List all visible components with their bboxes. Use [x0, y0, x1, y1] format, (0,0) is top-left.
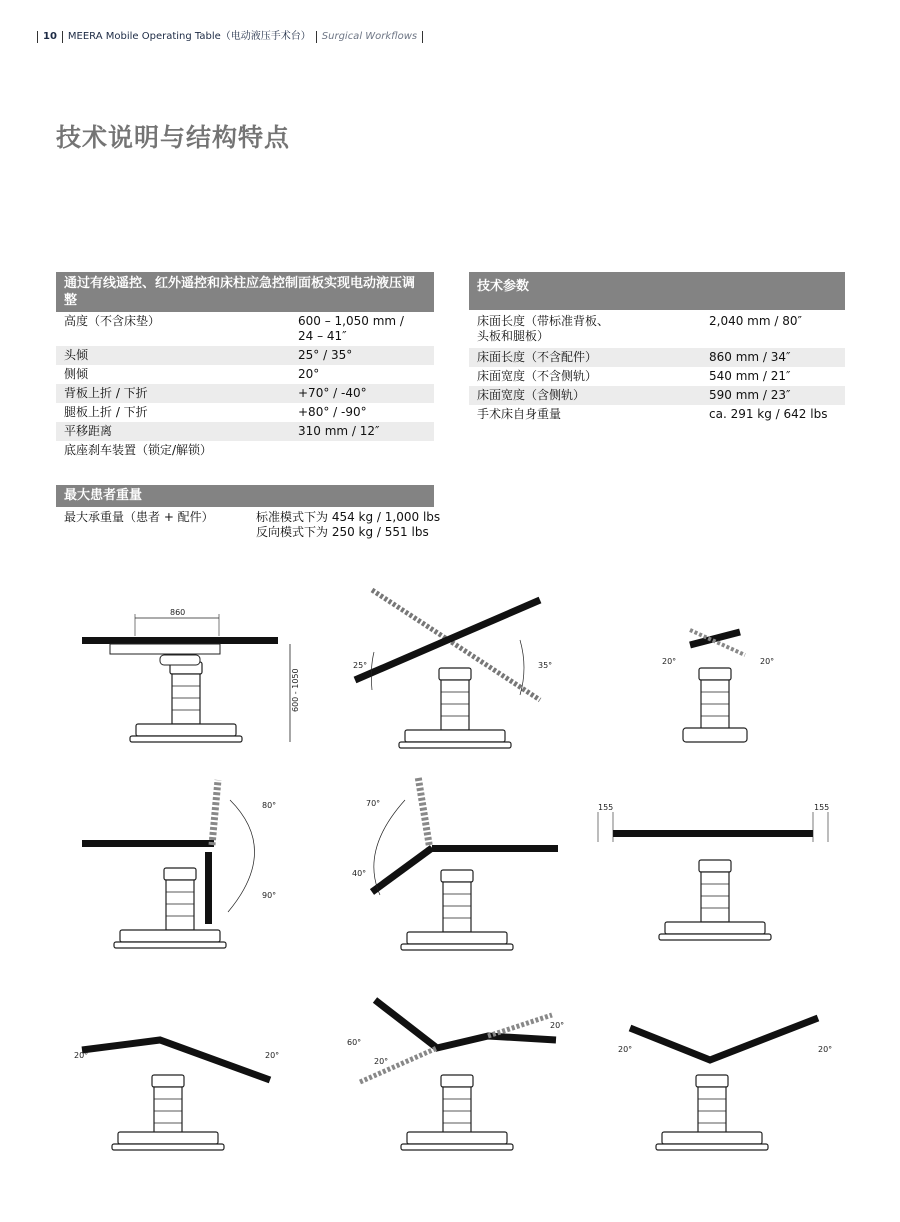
row-value: 25° / 35° — [298, 348, 353, 362]
page-header — [32, 29, 428, 45]
reflex-angle-left: 20° — [74, 1051, 89, 1060]
row-label: 床面长度（带标准背板、头板和腿板） — [477, 314, 610, 343]
header-product: MEERA Mobile Operating Table（电动液压手术台） — [67, 31, 311, 42]
table-row — [469, 348, 845, 367]
reflex-angle-right: 20° — [265, 1051, 280, 1060]
chair-angle-seat: 20° — [374, 1057, 389, 1066]
diagram-height — [82, 608, 300, 742]
header-divider — [62, 31, 63, 43]
table-row — [56, 508, 441, 544]
row-label: 平移距离 — [64, 424, 113, 438]
row-label: 床面长度（不含配件） — [477, 350, 598, 364]
header-divider — [422, 31, 423, 43]
specs-heading: 技术参数 — [469, 272, 845, 310]
row-label: 高度（不含床垫） — [64, 314, 161, 328]
shift-left-label: 155 — [598, 803, 614, 812]
row-label: 床面宽度（含侧轨） — [477, 388, 586, 402]
dim-height-label: 600 - 1050 — [291, 668, 300, 712]
table-row — [56, 365, 434, 384]
leg-angle-up: 80° — [262, 801, 277, 810]
row-label: 头倾 — [64, 348, 89, 362]
diagram-leg-plate — [82, 780, 276, 948]
row-value: 860 mm / 34″ — [709, 350, 791, 364]
diagram-reflex — [74, 1040, 279, 1150]
header-divider — [316, 31, 317, 43]
load-normal: 标准模式下为 454 kg / 1,000 lbs — [256, 510, 441, 524]
specs-table — [469, 312, 845, 424]
chair-angle-leg: 20° — [550, 1021, 565, 1030]
diagram-head-tilt — [353, 590, 552, 748]
diagram-shift — [598, 803, 829, 940]
table-row — [56, 312, 434, 346]
table-row — [56, 441, 434, 460]
row-label: 最大承重量（患者 + 配件） — [64, 510, 214, 524]
diagram-beach-chair — [347, 1000, 564, 1150]
diagram-flex — [618, 1018, 832, 1150]
header-section: Surgical Workflows — [321, 31, 418, 42]
page-number: 10 — [43, 31, 57, 42]
row-label: 背板上折 / 下折 — [64, 386, 148, 400]
row-value — [256, 510, 440, 540]
back-angle-up: 70° — [366, 799, 381, 808]
lateral-angle-left: 20° — [662, 657, 677, 666]
load-reverse: 反向模式下为 250 kg / 551 lbs — [256, 525, 429, 539]
row-value: 590 mm / 23″ — [709, 388, 791, 402]
table-row — [469, 405, 845, 424]
load-heading: 最大患者重量 — [56, 485, 434, 507]
adjustment-heading: 通过有线遥控、红外遥控和床柱应急控制面板实现电动液压调整 — [56, 272, 434, 312]
row-value: 600 – 1,050 mm / 24 – 41″ — [298, 314, 404, 343]
row-value: 2,040 mm / 80″ — [709, 314, 802, 328]
adjustment-table — [56, 312, 434, 460]
table-row — [56, 403, 434, 422]
row-label: 腿板上折 / 下折 — [64, 405, 148, 419]
chair-angle-back: 60° — [347, 1038, 362, 1047]
table-row — [469, 386, 845, 405]
leg-angle-down: 90° — [262, 891, 277, 900]
row-value: +70° / -40° — [298, 386, 367, 400]
lateral-angle-right: 20° — [760, 657, 775, 666]
load-table — [56, 508, 441, 544]
row-label: 手术床自身重量 — [477, 407, 562, 421]
shift-right-label: 155 — [814, 803, 830, 812]
row-value: 310 mm / 12″ — [298, 424, 380, 438]
page-title: 技术说明与结构特点 — [56, 123, 291, 152]
row-value: 540 mm / 21″ — [709, 369, 791, 383]
row-value: ca. 291 kg / 642 lbs — [709, 407, 828, 421]
back-angle-down: 40° — [352, 869, 367, 878]
header-divider — [37, 31, 38, 43]
flex-angle-left: 20° — [618, 1045, 633, 1054]
tilt-angle-head: 25° — [353, 661, 368, 670]
row-label: 侧倾 — [64, 367, 89, 381]
row-label: 床面宽度（不含侧轨） — [477, 369, 598, 383]
table-row — [469, 312, 845, 348]
dim-width-label: 860 — [170, 608, 186, 617]
table-row — [469, 367, 845, 386]
row-value: 20° — [298, 367, 320, 381]
row-label: 底座刹车装置（锁定/解锁） — [64, 443, 213, 457]
row-value: +80° / -90° — [298, 405, 367, 419]
diagram-lateral-tilt — [662, 630, 774, 742]
table-row — [56, 384, 434, 403]
table-row — [56, 346, 434, 365]
tilt-angle-foot: 35° — [538, 661, 553, 670]
flex-angle-right: 20° — [818, 1045, 833, 1054]
diagram-back-plate — [352, 776, 558, 950]
table-row — [56, 422, 434, 441]
